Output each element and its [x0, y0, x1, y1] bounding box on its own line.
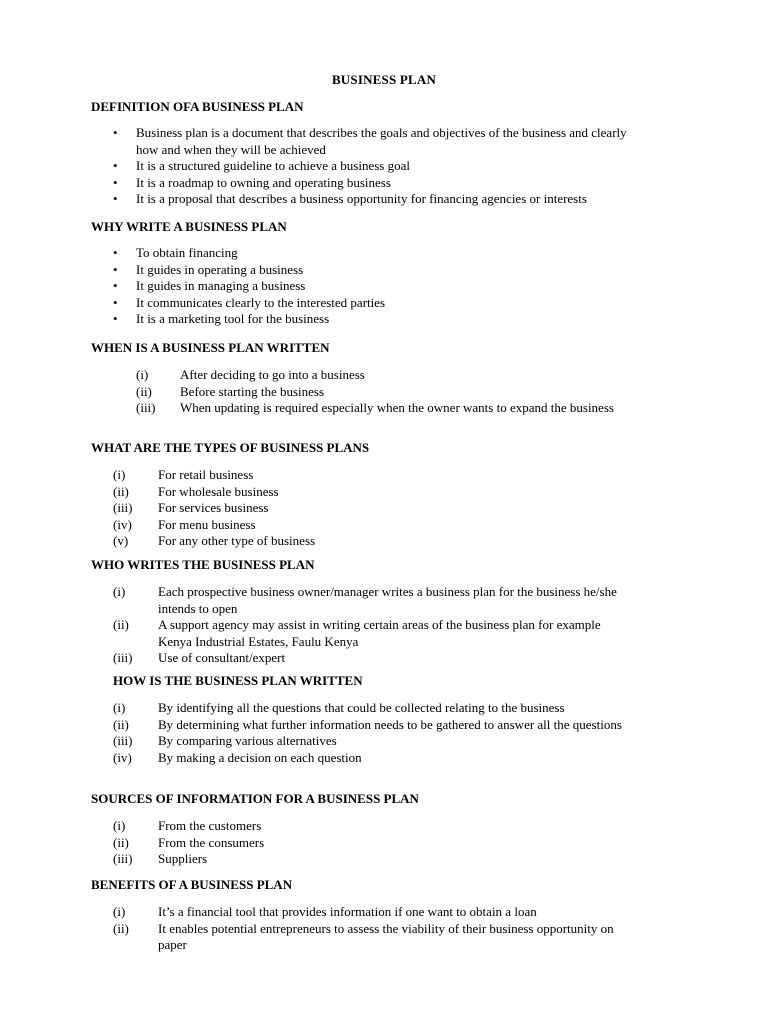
list-item: (ii) For wholesale business — [113, 483, 279, 499]
list-item: (iii) For services business — [113, 500, 269, 515]
roman-marker: (ii) — [136, 383, 152, 399]
roman-marker: (i) — [113, 818, 126, 833]
document-title: BUSINESS PLAN — [331, 72, 437, 87]
roman-marker: (iv) — [113, 749, 132, 765]
list-item: (i) For retail business — [113, 467, 254, 482]
numbered-list — [91, 367, 621, 417]
section-heading: SOURCES OF INFORMATION FOR A BUSINESS PLAN — [91, 791, 419, 806]
roman-marker: (iii) — [136, 400, 156, 415]
list-item: (i) By identifying all the questions that could be collected relating to the business — [113, 700, 565, 715]
list-item: (i) Each prospective business owner/manager writes a business plan for the business he/she intends to open — [113, 584, 617, 616]
section-heading: BENEFITS OF A BUSINESS PLAN — [91, 877, 293, 892]
bullet-marker: • — [113, 261, 118, 277]
section-how — [91, 673, 691, 766]
section-definition — [91, 99, 691, 208]
list-item: (ii) It enables potential entrepreneurs to assess the viability of their business opportunity on paper — [113, 920, 614, 952]
list-item: (iii) Use of consultant/expert — [113, 650, 286, 665]
bullet-list — [91, 245, 691, 328]
list-item: (i) It’s a financial tool that provides information if one want to obtain a loan — [113, 904, 537, 919]
bullet-marker: • — [113, 191, 118, 206]
list-item: • To obtain financing — [113, 245, 238, 260]
numbered-list — [91, 904, 636, 954]
numbered-list — [91, 818, 691, 868]
list-item: • It guides in managing a business — [113, 278, 306, 293]
roman-marker: (i) — [113, 467, 126, 482]
list-item: • It guides in operating a business — [113, 261, 304, 277]
list-item: • It is a roadmap to owning and operating business — [113, 174, 391, 190]
roman-marker: (ii) — [113, 920, 129, 936]
roman-marker: (i) — [113, 584, 126, 599]
numbered-list — [91, 700, 636, 766]
roman-marker: (iii) — [113, 733, 133, 748]
bullet-marker: • — [113, 278, 118, 293]
roman-marker: (iv) — [113, 516, 132, 532]
section-who — [91, 557, 691, 667]
list-item: • Business plan is a document that describes the goals and objectives of the business and clearly how and when they will be achieved — [113, 125, 627, 157]
list-item: (v) For any other type of business — [113, 533, 316, 548]
list-item: (iv) By making a decision on each question — [113, 749, 362, 765]
list-item: (iii) By comparing various alternatives — [113, 733, 337, 748]
bullet-marker: • — [113, 174, 118, 190]
bullet-marker: • — [113, 245, 118, 260]
section-heading: WHY WRITE A BUSINESS PLAN — [91, 219, 287, 234]
numbered-list — [91, 584, 636, 667]
list-item: (iv) For menu business — [113, 516, 256, 532]
roman-marker: (ii) — [113, 834, 129, 850]
list-item: (iii) When updating is required especially when the owner wants to expand the business — [136, 400, 614, 415]
section-heading: WHEN IS A BUSINESS PLAN WRITTEN — [91, 340, 330, 355]
bullet-marker: • — [113, 125, 118, 140]
section-sources — [91, 791, 691, 868]
section-benefits — [91, 877, 691, 954]
list-item: (i) From the customers — [113, 818, 262, 833]
list-item: (ii) From the consumers — [113, 834, 265, 850]
list-item: • It is a proposal that describes a business opportunity for financing agencies or interests — [113, 191, 587, 206]
roman-marker: (iii) — [113, 500, 133, 515]
list-item: (iii) Suppliers — [113, 851, 208, 866]
list-item: (i) After deciding to go into a business — [136, 367, 365, 382]
roman-marker: (iii) — [113, 851, 133, 866]
section-heading: WHO WRITES THE BUSINESS PLAN — [91, 557, 315, 572]
roman-marker: (i) — [136, 367, 149, 382]
roman-marker: (i) — [113, 700, 126, 715]
roman-marker: (ii) — [113, 483, 129, 499]
bullet-list — [91, 125, 651, 208]
section-heading: HOW IS THE BUSINESS PLAN WRITTEN — [113, 673, 363, 688]
section-heading: WHAT ARE THE TYPES OF BUSINESS PLANS — [91, 440, 370, 455]
list-item: (ii) Before starting the business — [136, 383, 325, 399]
bullet-marker: • — [113, 311, 118, 326]
roman-marker: (ii) — [113, 617, 129, 632]
list-item: • It is a marketing tool for the business — [113, 311, 330, 326]
roman-marker: (ii) — [113, 716, 129, 732]
roman-marker: (v) — [113, 533, 129, 548]
list-item: • It is a structured guideline to achieve a business goal — [113, 158, 411, 173]
bullet-marker: • — [113, 294, 118, 310]
list-item: (ii) A support agency may assist in writing certain areas of the business plan for example Kenya Industrial Estates, Faulu Kenya — [113, 617, 601, 649]
section-why — [91, 219, 691, 328]
numbered-list — [91, 467, 691, 550]
section-heading: DEFINITION OFA BUSINESS PLAN — [91, 99, 304, 114]
list-item: (ii) By determining what further information needs to be gathered to answer all the questions — [113, 716, 622, 732]
roman-marker: (i) — [113, 904, 126, 919]
section-types — [91, 440, 691, 550]
section-when — [91, 340, 691, 417]
roman-marker: (iii) — [113, 650, 133, 665]
bullet-marker: • — [113, 158, 118, 173]
list-item: • It communicates clearly to the interested parties — [113, 294, 386, 310]
